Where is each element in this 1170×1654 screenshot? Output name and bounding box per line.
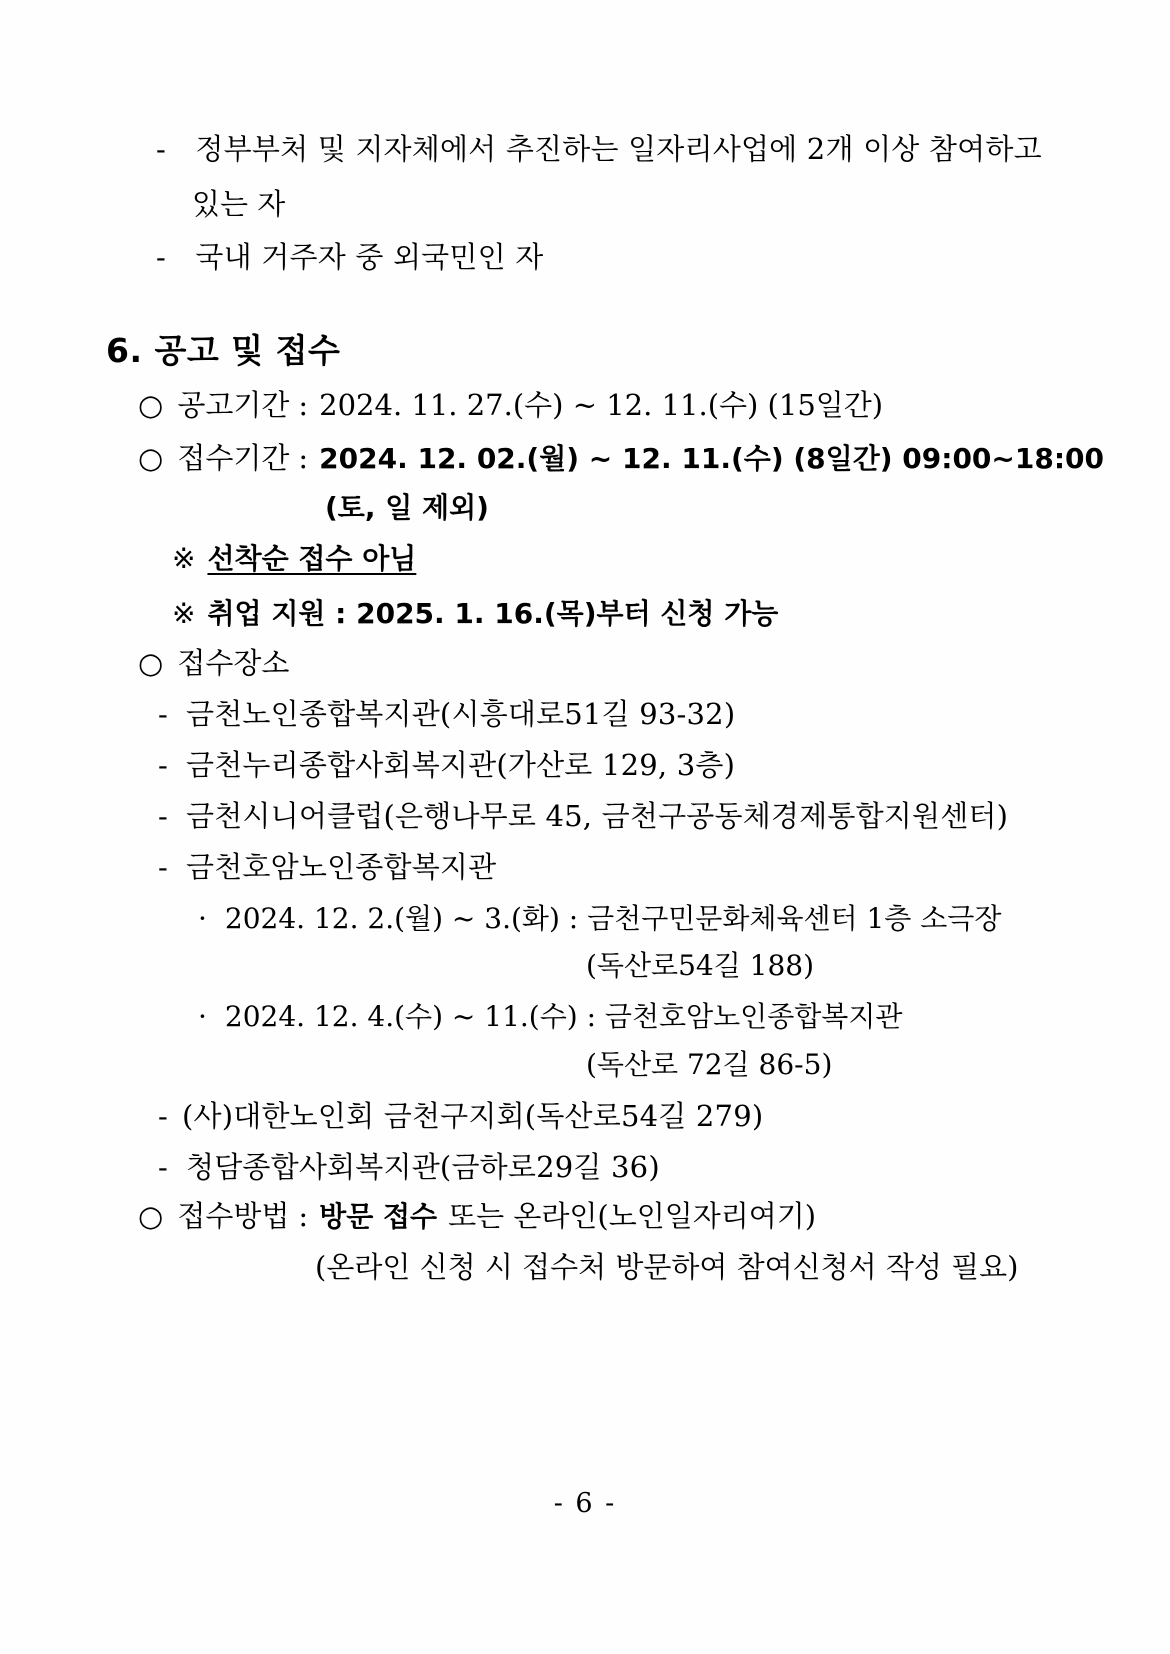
receipt-place-text: 금천노인종합복지관(시흥대로51길 93-32) [186,697,736,731]
receipt-place-item [158,845,496,886]
notice-period-row [138,383,883,424]
receipt-place-subitem [198,897,1001,937]
notice-period-separator: : [298,388,309,422]
receipt-place-text: (사)대한노인회 금천구지회(독산로54길 279) [182,1099,764,1133]
section-heading [106,325,340,372]
receipt-method-primary: 방문 접수 [319,1200,438,1233]
list-item [156,235,543,276]
receipt-place-subitem-text: 2024. 12. 2.(월) ~ 3.(화) : 금천구민문화체육센터 1층 소극장 [224,902,1002,935]
bullet-circle-icon: ○ [138,441,164,475]
receipt-place-item [158,692,735,733]
list-marker: - [158,1150,168,1184]
receipt-place-item [158,1145,660,1186]
receipt-place-item [158,1094,763,1135]
bullet-dot-icon: · [198,902,207,935]
page-number: - 6 - [553,1488,617,1519]
list-item-text: 국내 거주자 중 외국민인 자 [195,240,544,274]
receipt-method-note: (온라인 신청 시 접수처 방문하여 참여신청서 작성 필요) [315,1250,1019,1284]
receipt-places-heading [138,641,289,682]
bullet-dot-icon: · [198,1000,207,1033]
receipt-period-value: 2024. 12. 02.(월) ~ 12. 11.(수) (8일간) 09:00~18:00 [319,442,1104,475]
note-text: 취업 지원 : 2025. 1. 16.(목)부터 신청 가능 [207,597,779,630]
receipt-place-item [158,794,1008,835]
receipt-places-label: 접수장소 [177,646,290,680]
section-title: 공고 및 접수 [154,331,341,370]
list-item-text: 정부부처 및 지자체에서 추진하는 일자리사업에 2개 이상 참여하고 [195,132,1042,166]
receipt-place-subitem-address: (독산로54길 188) [586,949,815,982]
notice-period-value: 2024. 11. 27.(수) ~ 12. 11.(수) (15일간) [319,388,884,422]
reference-mark-icon: ※ [172,542,196,575]
receipt-period-separator: : [298,441,309,475]
receipt-place-item [158,743,735,784]
receipt-place-subitem-text: 2024. 12. 4.(수) ~ 11.(수) : 금천호암노인종합복지관 [224,1000,903,1033]
receipt-method-label: 접수방법 [177,1199,290,1233]
receipt-method-rest: 또는 온라인(노인일자리여기) [448,1199,817,1233]
bullet-circle-icon: ○ [138,1199,164,1233]
receipt-method-row [138,1194,816,1235]
receipt-place-subitem-address: (독산로 72길 86-5) [586,1048,833,1081]
list-marker: - [156,240,166,274]
list-marker: - [158,748,168,782]
list-marker: - [158,850,168,884]
receipt-period-row [138,436,1104,477]
list-item [156,127,1042,168]
list-marker: - [158,799,168,833]
note-text: 선착순 접수 아님 [207,542,417,575]
reference-mark-icon: ※ [172,597,196,630]
receipt-place-text: 청담종합사회복지관(금하로29길 36) [186,1150,660,1184]
receipt-place-text: 금천누리종합사회복지관(가산로 129, 3층) [186,748,736,782]
receipt-place-subitem [198,995,902,1035]
list-marker: - [156,132,166,166]
notice-period-label: 공고기간 [177,388,290,422]
receipt-period-note [325,486,489,526]
note-employment-support [172,592,778,632]
receipt-place-text: 금천시니어클럽(은행나무로 45, 금천구공동체경제통합지원센터) [186,799,1009,833]
section-number: 6. [106,331,143,370]
bullet-circle-icon: ○ [138,646,164,680]
bullet-circle-icon: ○ [138,388,164,422]
receipt-period-label: 접수기간 [177,441,290,475]
receipt-method-separator: : [298,1199,309,1233]
note-first-come [172,537,416,577]
list-item-continuation: 있는 자 [192,187,286,221]
receipt-place-text: 금천호암노인종합복지관 [186,850,497,884]
list-marker: - [158,697,168,731]
list-marker: - [158,1099,168,1133]
receipt-period-value-second-line: (토, 일 제외) [325,491,489,524]
